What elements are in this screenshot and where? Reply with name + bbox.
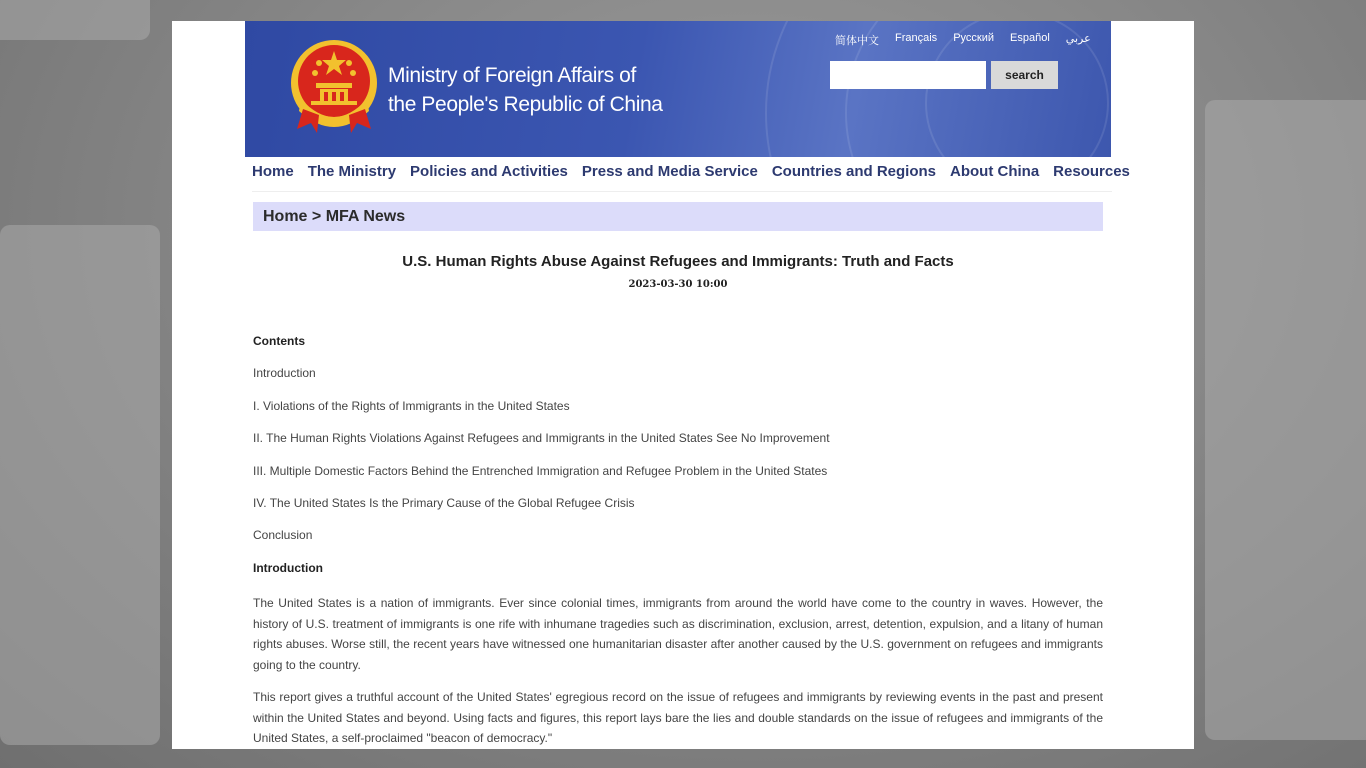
lang-russian-link[interactable]: Русский (953, 32, 995, 44)
toc-item: IV. The United States Is the Primary Cause of the Global Refugee Crisis (253, 495, 635, 510)
main-nav (252, 163, 1130, 192)
article-paragraph: The United States is a nation of immigrants. Ever since colonial times, immigrants from around the world have come to the country in waves. However, the history of U.S. treatment of immigrants is one rife with inhumane tragedies such as discrimination, exclusion, arrest, detention, expulsion, and a litany of human rights abuses. Worse still, the recent years have witnessed one humanitarian disaster after another caused by the U.S. government on refugees and immigrants going to the country. (253, 596, 1103, 672)
background-panel-top-left (0, 0, 150, 40)
toc-item: Conclusion (253, 528, 313, 543)
toc-item: III. Multiple Domestic Factors Behind the Entrenched Immigration and Refugee Problem in the United States (253, 463, 828, 478)
lang-spanish-link[interactable]: Español (1010, 32, 1050, 44)
background-panel-right (1205, 100, 1366, 740)
nav-item-the-ministry[interactable]: The Ministry (307, 163, 397, 180)
nav-item-countries-and-regions[interactable]: Countries and Regions (771, 163, 937, 180)
breadcrumb-current-link[interactable]: MFA News (325, 208, 406, 225)
breadcrumb-home-link[interactable]: Home (263, 208, 308, 225)
toc-item: Introduction (253, 366, 316, 381)
lang-arabic-link[interactable]: عربي (1065, 33, 1091, 45)
nav-item-press-and-media-service[interactable]: Press and Media Service (581, 163, 758, 180)
breadcrumb-separator: > (307, 208, 326, 225)
site-title[interactable] (388, 61, 663, 119)
contents-heading: Contents (253, 334, 305, 348)
nav-item-resources[interactable]: Resources (1053, 163, 1130, 180)
search-input[interactable] (830, 61, 986, 89)
article-paragraph: This report gives a truthful account of the United States' egregious record on the issue of refugees and immigrants by reviewing events in the past and present within the United States and beyond. Using facts and figures, this report lays bare the lies and double standards on the issue of refugees and immigrants of the United States, a self-proclaimed "beacon of democracy." (253, 690, 1103, 746)
lang-chinese-link[interactable]: 简体中文 (835, 35, 879, 47)
site-banner (245, 21, 1111, 157)
breadcrumb (253, 202, 1103, 231)
article-date: 2023-03-30 10:00 (628, 279, 728, 290)
toc-item: II. The Human Rights Violations Against Refugees and Immigrants in the United States See No Improvement (253, 431, 830, 446)
nav-item-home[interactable]: Home (252, 163, 294, 180)
nav-item-about-china[interactable]: About China (950, 163, 1040, 180)
background-panel-left (0, 225, 160, 745)
search-button[interactable]: search (991, 61, 1058, 89)
site-title-line2: the People's Republic of China (388, 93, 663, 116)
article-body (253, 334, 1103, 749)
toc-item: I. Violations of the Rights of Immigrants in the United States (253, 398, 570, 413)
introduction-heading: Introduction (253, 560, 323, 575)
national-emblem-icon (289, 39, 379, 135)
language-switcher (835, 32, 1091, 48)
article-title: U.S. Human Rights Abuse Against Refugees and Immigrants: Truth and Facts (402, 253, 954, 270)
nav-item-policies-and-activities[interactable]: Policies and Activities (410, 163, 568, 180)
lang-french-link[interactable]: Français (895, 32, 938, 44)
browser-page (172, 21, 1194, 749)
site-title-line1: Ministry of Foreign Affairs of (388, 64, 636, 87)
